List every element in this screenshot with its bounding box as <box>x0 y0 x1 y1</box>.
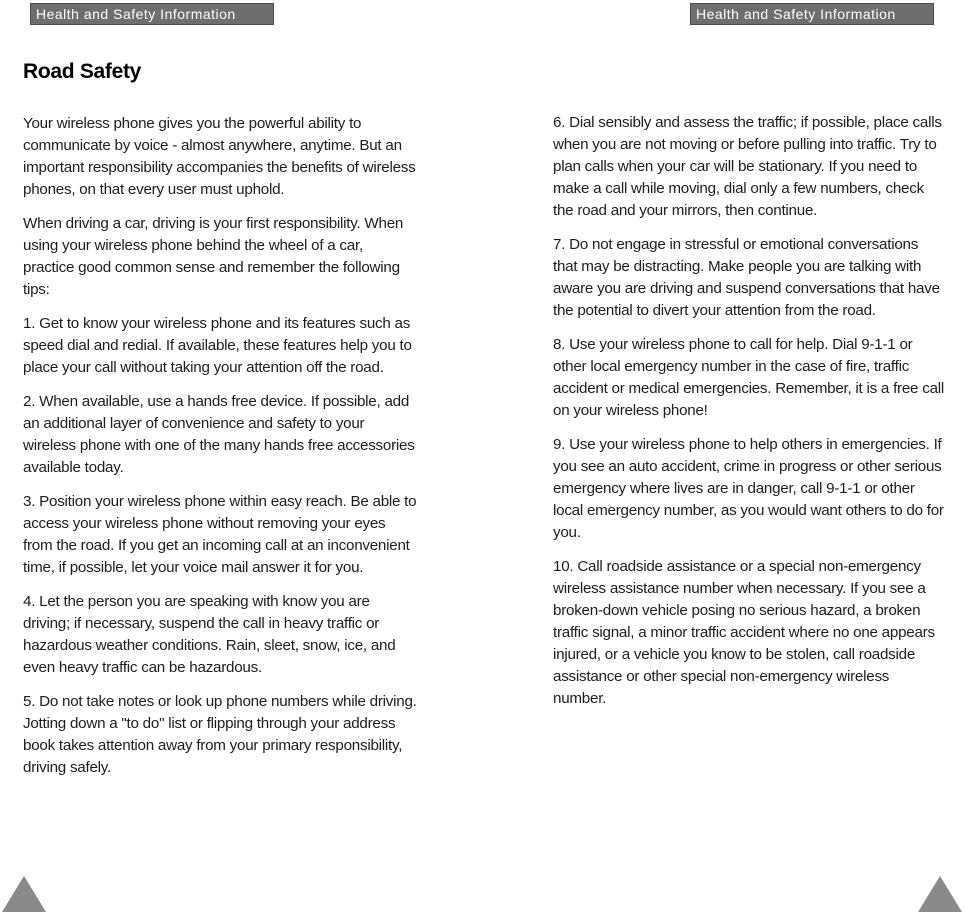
tip-7: 7. Do not engage in stressful or emotional conversations that may be distracting. Make people you are talking with aware you are driving and suspend conversations that have the potential to divert your attention from the road. <box>553 236 940 319</box>
header-label-right: Health and Safety Information <box>690 3 934 25</box>
triangle-page-marker-icon <box>918 876 962 912</box>
left-column <box>23 113 418 791</box>
header-label-left: Health and Safety Information <box>30 3 274 25</box>
intro-paragraph: Your wireless phone gives you the powerful ability to communicate by voice - almost anywhere, anytime. But an important responsibility accompanies the benefits of wireless phones, on that every user must uphold. <box>23 115 416 198</box>
right-column <box>553 112 945 722</box>
tip-1: 1. Get to know your wireless phone and its features such as speed dial and redial. If available, these features help you to place your call without taking your attention off the road. <box>23 315 412 376</box>
triangle-page-marker-icon <box>2 876 46 912</box>
tip-3: 3. Position your wireless phone within easy reach. Be able to access your wireless phone without removing your eyes from the road. If you get an incoming call at an inconvenient time, if possible, let your voice mail answer it for you. <box>23 493 417 576</box>
tip-6: 6. Dial sensibly and assess the traffic; if possible, place calls when you are not moving or before pulling into traffic. Try to plan calls when your car will be stationary. If you need to make a call while moving, dial only a few numbers, check the road and your mirrors, then continue. <box>553 114 942 219</box>
tip-9: 9. Use your wireless phone to help others in emergencies. If you see an auto accident, crime in progress or other serious emergency where lives are in danger, call 9-1-1 or other local emergency number, as you would want others to do for you. <box>553 436 944 541</box>
driving-paragraph: When driving a car, driving is your first responsibility. When using your wireless phone behind the wheel of a car, practice good common sense and remember the following tips: <box>23 215 404 298</box>
tip-4: 4. Let the person you are speaking with know you are driving; if necessary, suspend the call in heavy traffic or hazardous weather conditions. Rain, sleet, snow, ice, and even heavy traffic can be hazardous. <box>23 593 396 676</box>
tip-2: 2. When available, use a hands free device. If possible, add an additional layer of convenience and safety to your wireless phone with one of the many hands free accessories available today. <box>23 393 415 476</box>
tip-8: 8. Use your wireless phone to call for help. Dial 9-1-1 or other local emergency number in the case of fire, traffic accident or medical emergencies. Remember, it is a free call on your wireless phone! <box>553 336 945 419</box>
tip-10: 10. Call roadside assistance or a special non-emergency wireless assistance number when necessary. If you see a broken-down vehicle posing no serious hazard, a broken traffic signal, a minor traffic accident where no one appears injured, or a vehicle you know to be stolen, call roadside assistance or other special non-emergency wireless number. <box>553 558 935 707</box>
section-title: Road Safety <box>23 60 142 83</box>
tip-5: 5. Do not take notes or look up phone numbers while driving. Jotting down a "to do" list or flipping through your address book takes attention away from your primary responsibility, driving safely. <box>23 693 417 776</box>
